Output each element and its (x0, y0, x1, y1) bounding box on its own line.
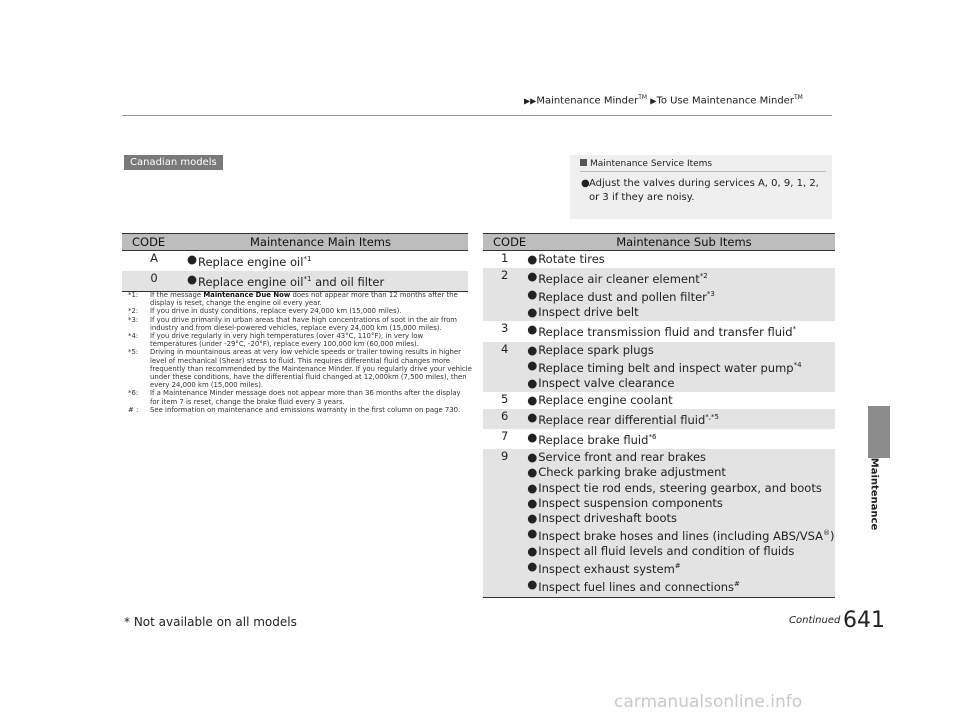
main-items-table-wrap (122, 233, 468, 292)
list-item: ● Replace transmission fluid and transfer fluid* (527, 322, 797, 340)
side-tab-marker[interactable] (868, 406, 890, 458)
row-items (526, 321, 834, 341)
footnote: *4: If you drive regularly in very high temperatures (over 43°C, 110°F), in very low temperatures (under -29°C, -20°F), replace every 100,000 km (60,000 miles). (128, 332, 424, 349)
row-items (526, 251, 834, 269)
list-item: ● Inspect exhaust system# (527, 559, 681, 577)
row-code: 7 (500, 429, 509, 444)
row-code: 0 (122, 271, 186, 292)
sub-items-table (483, 233, 835, 598)
bullet-icon: ● (527, 357, 538, 372)
note-square-icon (580, 159, 587, 166)
bullet-icon: ● (187, 252, 198, 266)
breadcrumb-arrow-icon: ▶▶ (524, 96, 537, 106)
footnote: *6: If a Maintenance Minder message does not appear more than 36 months after the display for item 7 is reset, change the brake fluid every 3 years. (128, 389, 461, 406)
watermark: carmanualsonline.info (614, 692, 803, 712)
row-items (186, 271, 468, 292)
footnote: *3: If you drive primarily in urban areas that have high concentrations of soot in the air from industry and from diesel-powered vehicles, replace every 24,000 km (15,000 miles). (128, 315, 457, 332)
bullet-icon: ● (527, 342, 538, 357)
row-code: A (150, 251, 158, 265)
row-items (526, 392, 834, 409)
bullet-icon: ● (527, 410, 538, 425)
footnotes (128, 291, 472, 414)
breadcrumb-item-to-use[interactable]: To Use Maintenance Minder (656, 95, 794, 107)
column-header-main-items: Maintenance Main Items (186, 234, 468, 251)
bullet-icon: ● (527, 375, 538, 390)
list-item: ● Inspect drive belt (527, 305, 639, 320)
bullet-icon: ● (527, 495, 538, 510)
list-item: ● Inspect valve clearance (527, 375, 675, 390)
list-item: ● Inspect fuel lines and connections# (527, 577, 740, 595)
table-row (483, 268, 835, 321)
row-code: 9 (483, 449, 526, 597)
bullet-icon: ● (581, 178, 590, 189)
bullet-icon: ● (527, 526, 538, 541)
bullet-icon: ● (527, 450, 538, 465)
table-row (122, 271, 468, 292)
list-item: ● Replace engine coolant (527, 392, 673, 407)
bullet-icon: ● (527, 465, 538, 480)
list-item: ● Inspect driveshaft boots (527, 511, 678, 526)
footnote: *1: If the message Maintenance Due Now does not appear more than 12 months after the display is reset, change the engine oil every year. (128, 291, 458, 308)
table-row (483, 392, 835, 409)
main-items-table (122, 233, 468, 292)
list-item: ● Replace timing belt and inspect water pump$^{*4}$ (527, 357, 802, 375)
list-item: ● Inspect all fluid levels and condition of fluids (527, 544, 795, 559)
list-item: ● Replace rear differential fluid$^{*,*5}$ (527, 410, 719, 427)
row-code: 1 (500, 251, 509, 265)
bullet-icon: ● (527, 305, 538, 320)
column-header-code: CODE (122, 234, 186, 251)
list-item: ● Replace dust and pollen filter$^{*3}$ (527, 287, 715, 305)
table-row (483, 429, 835, 449)
breadcrumb-arrow-icon: ▶ (650, 96, 657, 106)
list-item: ● Replace engine oil$^{*1}$ (187, 252, 312, 269)
row-items (526, 268, 834, 321)
bullet-icon: ● (527, 511, 538, 526)
row-items (526, 409, 834, 429)
table-row (483, 449, 835, 597)
region-badge: Canadian models (124, 155, 223, 170)
bullet-icon: ● (527, 559, 538, 574)
side-note (570, 155, 832, 219)
side-note-title: Maintenance Service Items (580, 159, 712, 169)
table-row (483, 409, 835, 429)
row-code: 3 (500, 321, 509, 336)
list-item: ● Inspect suspension components (527, 495, 723, 510)
table-row (122, 251, 468, 272)
footnote: *5: Driving in mountainous areas at very low vehicle speeds or trailer towing results in higher level of mechanical (Shear) stress to fluid. This requires differential fluid changes more frequently than recommended by the Maintenance Minder. If you regularly drive your vehicle under these conditions, have the differential fluid changed at 12,000km (7,500 miles), then every 24,000 km (15,000 miles). (128, 348, 472, 390)
footnote: *2: If you drive in dusty conditions, replace every 24,000 km (15,000 miles). (128, 307, 402, 316)
list-item: ● Replace brake fluid$^{*6}$ (527, 430, 657, 447)
bullet-icon: ● (527, 252, 538, 266)
row-items (526, 449, 834, 597)
list-item: ● Replace air cleaner element$^{*2}$ (527, 269, 708, 287)
bullet-icon: ● (527, 322, 538, 337)
row-code: 4 (483, 342, 526, 392)
list-item: ● Inspect brake hoses and lines (including ABS/VSA®) (527, 526, 835, 544)
header-divider (122, 115, 832, 116)
row-code: 6 (483, 409, 526, 429)
bullet-icon: ● (527, 392, 538, 407)
column-header-code: CODE (483, 234, 526, 251)
bullet-icon: ● (527, 287, 538, 302)
continued-label: Continued (789, 615, 841, 626)
column-header-sub-items: Maintenance Sub Items (526, 234, 834, 251)
list-item: ● Replace spark plugs (527, 342, 654, 357)
row-code: 2 (483, 268, 526, 321)
row-items (186, 251, 468, 272)
bullet-icon: ● (527, 480, 538, 495)
side-note-divider (580, 171, 826, 172)
availability-footnote: * Not available on all models (124, 615, 297, 629)
list-item: ● Rotate tires (527, 252, 605, 266)
sub-items-table-wrap (483, 233, 835, 598)
list-item: ● Replace engine oil$^{*1}$ and oil filter (187, 272, 385, 289)
bullet-icon: ● (527, 269, 538, 284)
row-items (526, 342, 834, 392)
page-number: 641 (843, 608, 885, 633)
side-tab-label: Maintenance (868, 457, 880, 531)
bullet-icon: ● (527, 577, 538, 592)
list-item: ● Service front and rear brakes (527, 450, 707, 465)
breadcrumb-item-maintenance-minder[interactable]: Maintenance Minder (536, 95, 639, 107)
row-code: 5 (500, 391, 509, 406)
bullet-icon: ● (527, 544, 538, 559)
row-items (526, 429, 834, 449)
table-row (483, 251, 835, 269)
bullet-icon: ● (527, 430, 538, 445)
table-row (483, 342, 835, 392)
table-row (483, 321, 835, 341)
list-item: ● Inspect tie rod ends, steering gearbox, and boots (527, 480, 822, 495)
footnote: # : See information on maintenance and emissions warranty in the first column on page 730. (128, 405, 461, 414)
list-item: ● Check parking brake adjustment (527, 465, 726, 480)
bullet-icon: ● (187, 272, 198, 287)
breadcrumb: ▶▶Maintenance Minder™ ▶To Use Maintenance Minder™ (524, 94, 803, 107)
side-note-text: ● Adjust the valves during services A, 0, 9, 1, 2, or 3 if they are noisy. (581, 178, 819, 203)
